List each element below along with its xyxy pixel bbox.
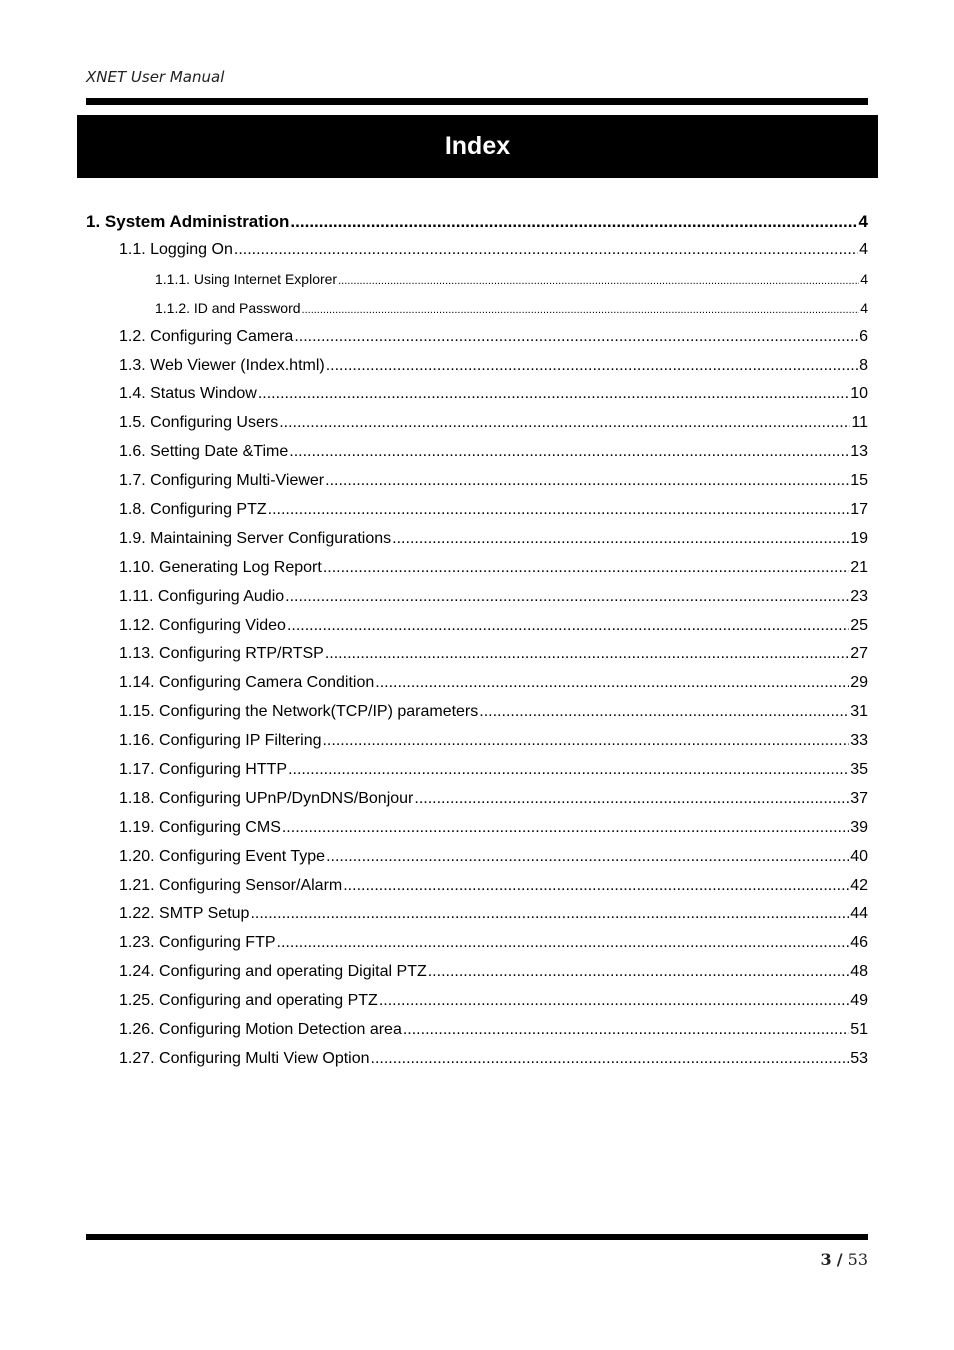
- toc-entry[interactable]: [86, 496, 868, 525]
- toc-entry-page: 4: [859, 241, 868, 258]
- toc-leader-dots: [258, 380, 849, 409]
- toc-entry-page: 15: [850, 472, 868, 490]
- toc-leader-dots: [379, 987, 849, 1016]
- toc-leader-dots: [323, 554, 849, 583]
- toc-entry[interactable]: [86, 467, 868, 496]
- toc-entry-label: 1.10. Generating Log Report: [119, 558, 322, 576]
- toc-entry-page: 6: [859, 327, 868, 345]
- toc-leader-dots: [325, 640, 849, 669]
- toc-entry[interactable]: [86, 236, 868, 265]
- toc-entry-page: 4: [860, 270, 868, 287]
- index-title-bar: [77, 115, 878, 178]
- toc-entry-page: 49: [850, 992, 868, 1010]
- toc-leader-dots: [302, 296, 860, 323]
- toc-leader-dots: [289, 438, 849, 467]
- toc-leader-dots: [326, 352, 858, 381]
- toc-entry[interactable]: [86, 554, 868, 583]
- toc-entry-label: 1.8. Configuring PTZ: [119, 501, 267, 519]
- toc-entry-label: 1.22. SMTP Setup: [119, 905, 250, 923]
- page-number: [820, 1250, 868, 1269]
- toc-leader-dots: [479, 698, 849, 727]
- toc-entry-label: 1.14. Configuring Camera Condition: [119, 674, 375, 692]
- toc-entry[interactable]: [86, 843, 868, 872]
- page-title: Index: [444, 132, 511, 160]
- toc-entry-label: 1.13. Configuring RTP/RTSP: [119, 645, 324, 663]
- toc-leader-dots: [250, 900, 849, 929]
- toc-entry-label: 1.4. Status Window: [119, 385, 257, 403]
- toc-entry-page: 51: [850, 1021, 868, 1039]
- toc-leader-dots: [234, 236, 858, 265]
- toc-entry-page: 40: [850, 847, 868, 865]
- toc-entry[interactable]: [86, 409, 868, 438]
- toc-leader-dots: [288, 756, 849, 785]
- toc-entry[interactable]: [86, 727, 868, 756]
- toc-entry[interactable]: [86, 958, 868, 987]
- toc-entry-page: 11: [851, 414, 868, 432]
- toc-entry-label: 1.15. Configuring the Network(TCP/IP) parameters: [119, 703, 479, 721]
- top-divider: [86, 98, 868, 105]
- toc-entry[interactable]: [86, 323, 868, 352]
- toc-entry-page: 4: [858, 212, 868, 231]
- toc-entry[interactable]: [86, 525, 868, 554]
- toc-entry-page: 13: [850, 443, 868, 461]
- toc-entry-label: 1.1.1. Using Internet Explorer: [155, 270, 338, 287]
- toc-entry[interactable]: [86, 265, 868, 294]
- page-separator: /: [836, 1250, 843, 1269]
- toc-leader-dots: [287, 612, 849, 641]
- toc-leader-dots: [326, 843, 849, 872]
- toc-leader-dots: [325, 467, 849, 496]
- manual-title: XNET User Manual: [86, 68, 225, 86]
- toc-entry[interactable]: [86, 294, 868, 323]
- toc-entry[interactable]: [86, 380, 868, 409]
- toc-entry-label: 1.12. Configuring Video: [119, 616, 286, 634]
- toc-leader-dots: [338, 267, 859, 294]
- toc-entry-label: 1.2. Configuring Camera: [119, 327, 294, 345]
- toc-entry-page: 19: [850, 529, 868, 547]
- toc-entry-page: 44: [850, 905, 868, 923]
- toc-entry-label: 1.17. Configuring HTTP: [119, 761, 288, 779]
- toc-entry-page: 25: [850, 616, 868, 634]
- toc-entry[interactable]: [86, 1016, 868, 1045]
- toc-entry-page: 10: [850, 385, 868, 403]
- toc-entry-page: 37: [850, 789, 868, 807]
- toc-entry[interactable]: [86, 583, 868, 612]
- toc-entry-page: 31: [850, 703, 868, 721]
- toc-entry-label: 1. System Administration: [86, 212, 290, 231]
- toc-entry-label: 1.26. Configuring Motion Detection area: [119, 1021, 402, 1039]
- toc-entry-label: 1.18. Configuring UPnP/DynDNS/Bonjour: [119, 789, 414, 807]
- toc-entry-page: 4: [860, 299, 868, 316]
- toc-entry-page: 48: [850, 963, 868, 981]
- toc-leader-dots: [414, 785, 849, 814]
- toc-leader-dots: [403, 1016, 849, 1045]
- toc-entry-page: 33: [850, 732, 868, 750]
- toc-leader-dots: [285, 583, 849, 612]
- toc-entry[interactable]: [86, 900, 868, 929]
- toc-entry-label: 1.6. Setting Date &Time: [119, 443, 289, 461]
- toc-entry-label: 1.1. Logging On: [119, 241, 233, 258]
- current-page: 3: [820, 1250, 832, 1269]
- toc-entry-label: 1.11. Configuring Audio: [119, 587, 285, 605]
- toc-entry-label: 1.20. Configuring Event Type: [119, 847, 326, 865]
- toc-entry-label: 1.5. Configuring Users: [119, 414, 279, 432]
- bottom-divider: [86, 1234, 868, 1240]
- toc-entry-page: 39: [850, 818, 868, 836]
- toc-entry-label: 1.21. Configuring Sensor/Alarm: [119, 876, 343, 894]
- toc-entry-label: 1.3. Web Viewer (Index.html): [119, 356, 325, 374]
- toc-leader-dots: [290, 207, 857, 236]
- toc-leader-dots: [375, 669, 849, 698]
- toc-entry[interactable]: [86, 698, 868, 727]
- toc-entry-label: 1.19. Configuring CMS: [119, 818, 281, 836]
- toc-entry-page: 29: [850, 674, 868, 692]
- toc-entry-label: 1.24. Configuring and operating Digital PTZ: [119, 963, 427, 981]
- toc-entry[interactable]: [86, 785, 868, 814]
- toc-entry-label: 1.23. Configuring FTP: [119, 934, 276, 952]
- toc-leader-dots: [343, 872, 849, 901]
- toc-entry[interactable]: [86, 207, 868, 236]
- toc-leader-dots: [428, 958, 849, 987]
- toc-leader-dots: [392, 525, 849, 554]
- toc-entry[interactable]: [86, 872, 868, 901]
- toc-leader-dots: [371, 1045, 850, 1074]
- toc-entry-label: 1.9. Maintaining Server Configurations: [119, 529, 392, 547]
- toc-entry[interactable]: [86, 669, 868, 698]
- toc-entry[interactable]: [86, 352, 868, 381]
- toc-leader-dots: [268, 496, 850, 525]
- total-pages: 53: [847, 1250, 868, 1269]
- toc-entry-page: 53: [850, 1049, 868, 1067]
- toc-entry-page: 23: [850, 587, 868, 605]
- toc-entry-page: 35: [850, 761, 868, 779]
- toc-entry-page: 27: [850, 645, 868, 663]
- toc-leader-dots: [277, 929, 850, 958]
- toc-entry[interactable]: [86, 640, 868, 669]
- toc-entry[interactable]: [86, 987, 868, 1016]
- toc-entry-label: 1.1.2. ID and Password: [155, 299, 301, 316]
- toc-entry-page: 46: [850, 934, 868, 952]
- toc-entry-page: 42: [850, 876, 868, 894]
- toc-entry-label: 1.7. Configuring Multi-Viewer: [119, 472, 325, 490]
- toc-entry-page: 8: [859, 356, 868, 374]
- toc-entry-page: 21: [850, 558, 868, 576]
- toc-entry[interactable]: [86, 612, 868, 641]
- toc-entry-label: 1.16. Configuring IP Filtering: [119, 732, 322, 750]
- toc-entry[interactable]: [86, 814, 868, 843]
- toc-leader-dots: [322, 727, 849, 756]
- toc-entry-label: 1.27. Configuring Multi View Option: [119, 1049, 370, 1067]
- table-of-contents: [86, 207, 868, 1074]
- toc-leader-dots: [294, 323, 858, 352]
- toc-entry[interactable]: [86, 438, 868, 467]
- toc-leader-dots: [282, 814, 849, 843]
- toc-entry-page: 17: [850, 501, 868, 519]
- toc-leader-dots: [279, 409, 850, 438]
- toc-entry[interactable]: [86, 756, 868, 785]
- toc-entry-label: 1.25. Configuring and operating PTZ: [119, 992, 378, 1010]
- toc-entry[interactable]: [86, 1045, 868, 1074]
- toc-entry[interactable]: [86, 929, 868, 958]
